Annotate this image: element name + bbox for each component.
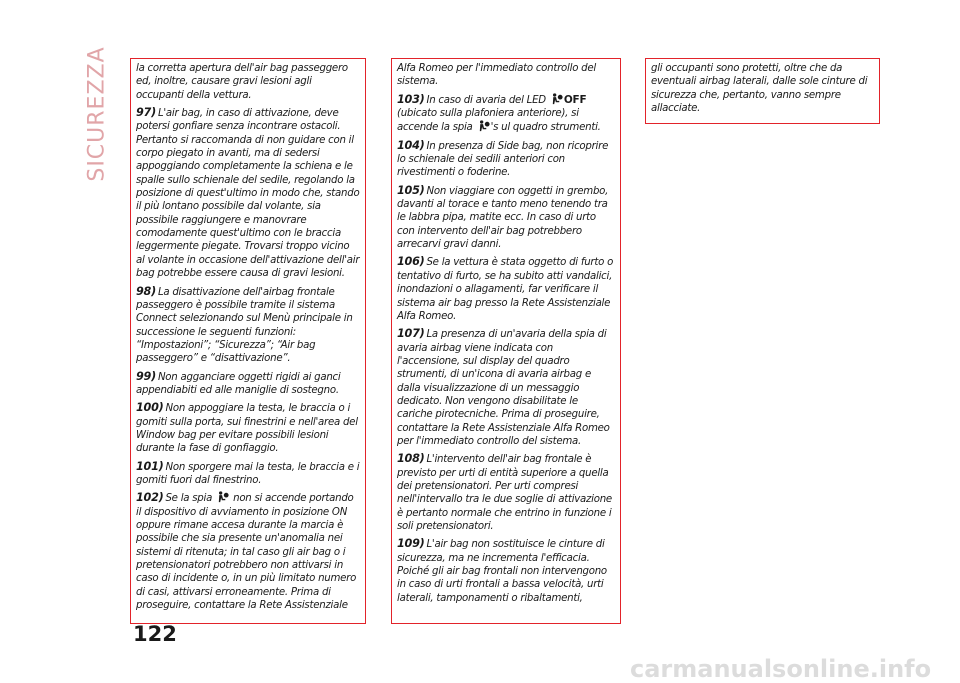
note-100 <box>136 401 360 455</box>
note-number: 106) <box>397 255 425 269</box>
note-text: (ubicato sulla plafoniera anteriore), si accende la spia <box>397 108 579 134</box>
note-text: 's ul quadro strumenti. <box>490 122 601 134</box>
note-text: Non sporgere mai la testa, le braccia e i gomiti fuori dal finestrino. <box>136 461 360 486</box>
note-number: 100) <box>136 401 164 415</box>
paragraph-continuation: Alfa Romeo per l'immediato controllo del sistema. <box>397 63 596 88</box>
text-column-1 <box>130 58 366 624</box>
note-109 <box>397 537 615 605</box>
note-text: In caso di avaria del LED <box>426 94 546 106</box>
note-text: La presenza di un'avaria della spia di avaria airbag viene indicata con l'accensione, sul display del quadro strumenti, di un'icona di avaria airbag e dalla visualizzazione di un messaggio dedicato. Non vengono disabilitate le cariche pirotecniche. Prima di proseguire, contattare la Rete Assistenziale Alfa Romeo per l'immediato controllo del sistema. <box>397 329 610 447</box>
page-number: 122 <box>133 622 177 646</box>
note-text: Non viaggiare con oggetti in grembo, davanti al torace e tanto meno tenendo tra le labbra pipa, matite ecc. In caso di urto con intervento dell'air bag potrebbero arrecarvi gravi danni. <box>397 185 609 251</box>
airbag-warning-icon <box>216 491 229 503</box>
text-column-2 <box>391 58 621 624</box>
note-text: Se la vettura è stata oggetto di furto o tentativo di furto, se ha subito atti vandalici, inondazioni o allagamenti, far verificare il sistema air bag presso la Rete Assistenziale Alfa Romeo. <box>397 257 614 322</box>
note-104 <box>397 139 615 180</box>
note-102 <box>136 491 360 612</box>
section-title-text: SICUREZZA <box>84 46 110 182</box>
note-105 <box>397 184 615 252</box>
note-number: 107) <box>397 327 425 341</box>
note-number: 105) <box>397 183 425 197</box>
airbag-warning-icon <box>477 120 490 132</box>
note-number: 108) <box>397 452 425 466</box>
note-text: Non appoggiare la testa, le braccia o i gomiti sulla porta, sui finestrini e nell'area del Window bag per evitare possibili lesioni durante la fase di gonfiaggio. <box>136 403 358 455</box>
note-number: 97) <box>136 106 156 120</box>
note-107 <box>397 327 615 448</box>
paragraph-continuation: gli occupanti sono protetti, oltre che da eventuali airbag laterali, dalle sole cinture di sicurezza che, pertanto, vanno sempre allacciate. <box>651 63 868 115</box>
note-number: 102) <box>136 491 164 505</box>
note-103 <box>397 93 615 135</box>
note-number: 99) <box>136 369 156 383</box>
note-text: L'air bag non sostituisce le cinture di sicurezza, ma ne incrementa l'efficacia. Poiché gli air bag frontali non intervengono in caso di urti frontali a bassa velocità, urti laterali, tamponamenti o ribaltamenti, <box>397 539 607 604</box>
note-number: 101) <box>136 459 164 473</box>
note-text: non si accende portando il dispositivo di avviamento in posizione ON oppure rimane accesa durante la marcia è possibile che sia presente un'anomalia nei sistemi di ritenuta; in tal caso gli air bag o i pretensionatori potrebbero non attivarsi in caso di incidente o, in un più limitato numero di casi, attivarsi erroneamente. Prima di proseguire, contattare la Rete Assistenziale <box>136 493 357 612</box>
off-label: OFF <box>563 93 587 106</box>
paragraph-continuation: la corretta apertura dell'air bag passeggero ed, inoltre, causare gravi lesioni agli occupanti della vettura. <box>136 63 348 101</box>
watermark: carmanualsonline.info <box>630 655 932 683</box>
note-number: 104) <box>397 138 425 152</box>
note-text: In presenza di Side bag, non ricoprire lo schienale dei sedili anteriori con rivestimenti o foderine. <box>397 140 609 179</box>
note-text: La disattivazione dell'airbag frontale passeggero è possibile tramite il sistema Connect selezionando sul Menù principale in successione le seguenti funzioni: “Impostazioni”; “Sicurezza”; “Air bag passeggero” e “disattivazione”. <box>136 286 353 365</box>
note-99 <box>136 370 360 398</box>
note-101 <box>136 460 360 488</box>
note-106 <box>397 255 615 323</box>
note-text: L'intervento dell'air bag frontale è previsto per urti di entità superiore a quella dei pretensionatori. Per urti compresi nell'intervallo tra le due soglie di attivazione è pertanto normale che entrino in funzione i soli pretensionatori. <box>397 454 612 532</box>
note-text: Non agganciare oggetti rigidi ai ganci appendiabiti ed alle maniglie di sostegno. <box>136 371 341 396</box>
note-number: 98) <box>136 284 156 298</box>
note-text: L'air bag, in caso di attivazione, deve potersi gonfiare senza incontrare ostacoli. Pertanto si raccomanda di non guidare con il corpo piegato in avanti, ma di sedersi appoggiando completamente la schiena e le spalle sullo schienale del sedile, regolando la posizione di quest'ultimo in modo che, stando il più lontano possibile dal volante, sia possibile raggiungere e manovrare comodamente quest'ultimo con le braccia leggermente piegate. Trovarsi troppo vicino al volante in occasione dell'attivazione dell'air bag potrebbe essere causa di gravi lesioni. <box>136 108 360 280</box>
note-108 <box>397 452 615 533</box>
section-title <box>84 46 110 182</box>
airbag-passenger-icon <box>550 93 563 105</box>
note-number: 103) <box>397 92 425 106</box>
note-text: Se la spia <box>165 493 213 505</box>
note-97 <box>136 106 360 280</box>
note-number: 109) <box>397 537 425 551</box>
text-column-3 <box>645 58 880 124</box>
note-98 <box>136 285 360 366</box>
